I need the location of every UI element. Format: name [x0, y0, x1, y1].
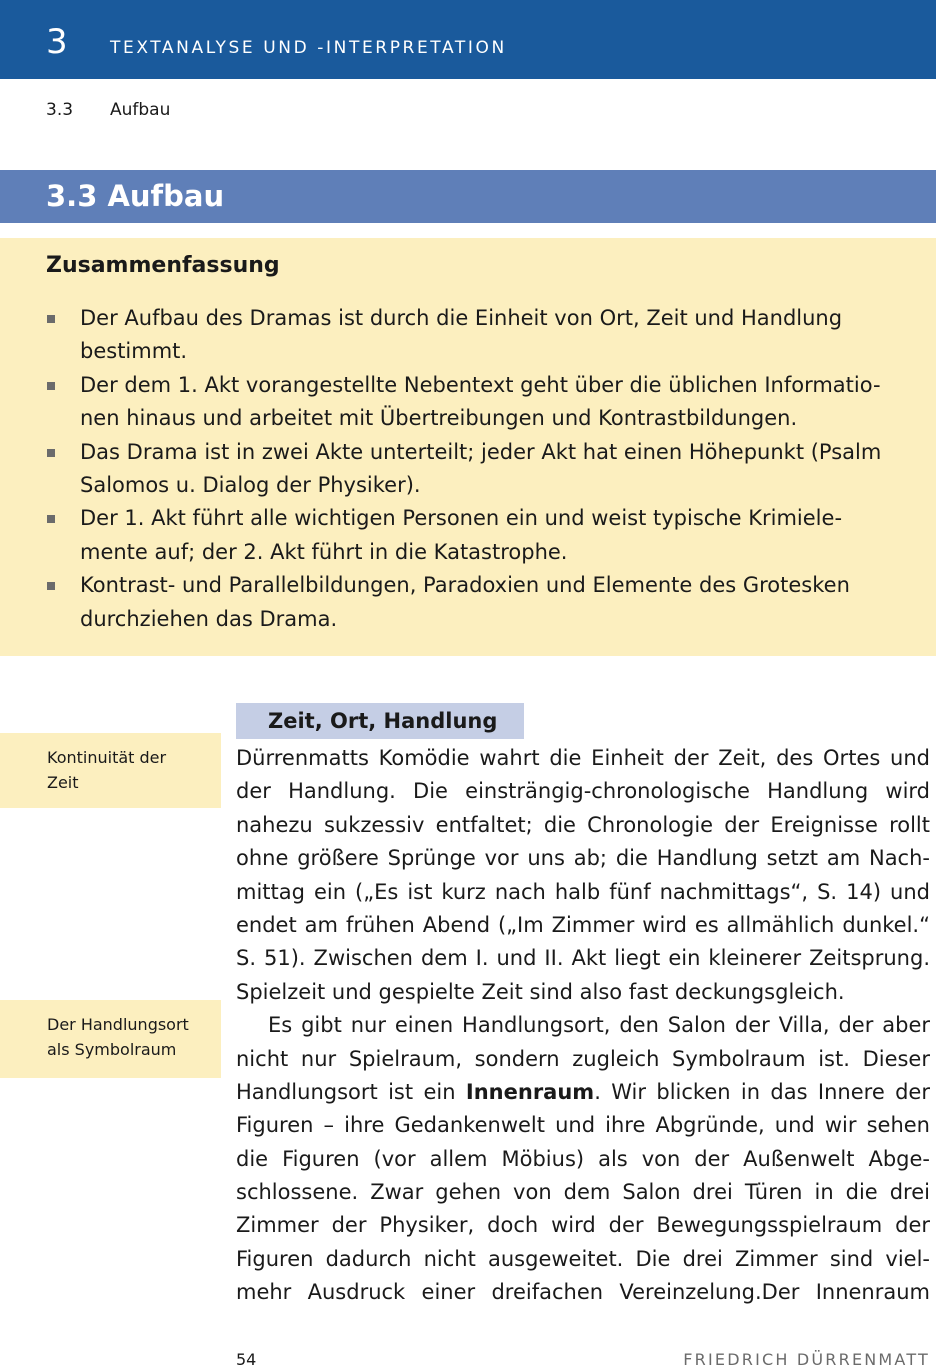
body-line: Figuren dadurch nicht ausgeweitet. Die drei Zimmer sind viel-	[236, 1246, 930, 1271]
bullet-square-icon	[47, 515, 55, 523]
summary-box	[0, 238, 936, 656]
body-line: mittag ein („Es ist kurz nach halb fünf nachmittags“, S. 14) und	[236, 879, 930, 904]
body-line: endet am frühen Abend („Im Zimmer wird es allmählich dunkel.“	[236, 912, 930, 937]
summary-bullet: Kontrast- und Parallelbildungen, Paradoxien und Elemente des Grotesken durchziehen das Drama.	[0, 569, 936, 636]
paragraph-heading-box	[236, 703, 524, 739]
margin-note-time: Kontinuität der Zeit	[0, 733, 221, 808]
section-heading-bar	[0, 170, 936, 223]
paragraph-heading: Zeit, Ort, Handlung	[268, 709, 498, 733]
body-line: S. 51). Zwischen dem I. und II. Akt liegt ein kleinerer Zeitsprung.	[236, 946, 930, 971]
bullet-square-icon	[47, 449, 55, 457]
chapter-title: TEXTANALYSE UND -INTERPRETATION	[110, 38, 507, 58]
body-line: Es gibt nur einen Handlungsort, den Salon der Villa, der aber	[268, 1013, 930, 1038]
running-section-number: 3.3	[46, 100, 74, 120]
bullet-square-icon	[47, 382, 55, 390]
body-line: Figuren – ihre Gedankenwelt und ihre Abgründe, und wir sehen	[236, 1113, 930, 1138]
summary-bullet: Das Drama ist in zwei Akte unterteilt; jeder Akt hat einen Höhepunkt (Psalm Salomos u. Dialog der Physiker).	[0, 436, 936, 503]
page-number: 54	[236, 1350, 257, 1369]
chapter-number: 3	[46, 22, 68, 62]
book-author: FRIEDRICH DÜRRENMATT	[683, 1350, 930, 1369]
summary-list	[0, 302, 936, 636]
body-line: nahezu sukzessiv entfaltet; die Chronologie der Ereignisse rollt	[236, 812, 930, 837]
bullet-square-icon	[47, 315, 55, 323]
body-line: Spielzeit und gespielte Zeit sind also fast deckungsgleich.	[236, 979, 845, 1004]
body-line: Zimmer der Physiker, doch wird der Bewegungsspielraum der	[236, 1213, 930, 1238]
body-line: mehr Ausdruck einer dreifachen Vereinzelung.Der Innenraum	[236, 1280, 930, 1305]
running-section-title: Aufbau	[110, 100, 171, 120]
body-line: Handlungsort ist ein Innenraum. Wir blicken in das Innere der	[236, 1079, 930, 1104]
margin-note-place: Der Handlungsort als Symbolraum	[0, 1000, 221, 1078]
body-line: die Figuren (vor allem Möbius) als von der Außenwelt Abge-	[236, 1146, 930, 1171]
summary-bullet: Der 1. Akt führt alle wichtigen Personen ein und weist typische Krimiele- mente auf; der 2. Akt führt in die Katastrophe.	[0, 502, 936, 569]
summary-bullet: Der Aufbau des Dramas ist durch die Einheit von Ort, Zeit und Handlung bestimmt.	[0, 302, 936, 369]
chapter-header-bar	[0, 0, 936, 79]
section-heading: 3.3 Aufbau	[46, 179, 225, 213]
body-line: ohne größere Sprünge vor uns ab; die Handlung setzt am Nach-	[236, 846, 930, 871]
body-text	[236, 742, 930, 1310]
body-line: der Handlung. Die einsträngig-chronologische Handlung wird	[236, 779, 930, 804]
summary-bullet: Der dem 1. Akt vorangestellte Nebentext geht über die üblichen Informatio- nen hinaus und arbeitet mit Übertreibungen und Kontrastbildungen.	[0, 369, 936, 436]
emphasis-innenraum: Innenraum	[465, 1079, 595, 1104]
bullet-square-icon	[47, 582, 55, 590]
body-line: nicht nur Spielraum, sondern zugleich Symbolraum ist. Dieser	[236, 1046, 930, 1071]
summary-title: Zusammenfassung	[46, 253, 280, 278]
body-line: schlossene. Zwar gehen von dem Salon drei Türen in die drei	[236, 1180, 930, 1205]
body-line: Dürrenmatts Komödie wahrt die Einheit der Zeit, des Ortes und	[236, 746, 930, 770]
